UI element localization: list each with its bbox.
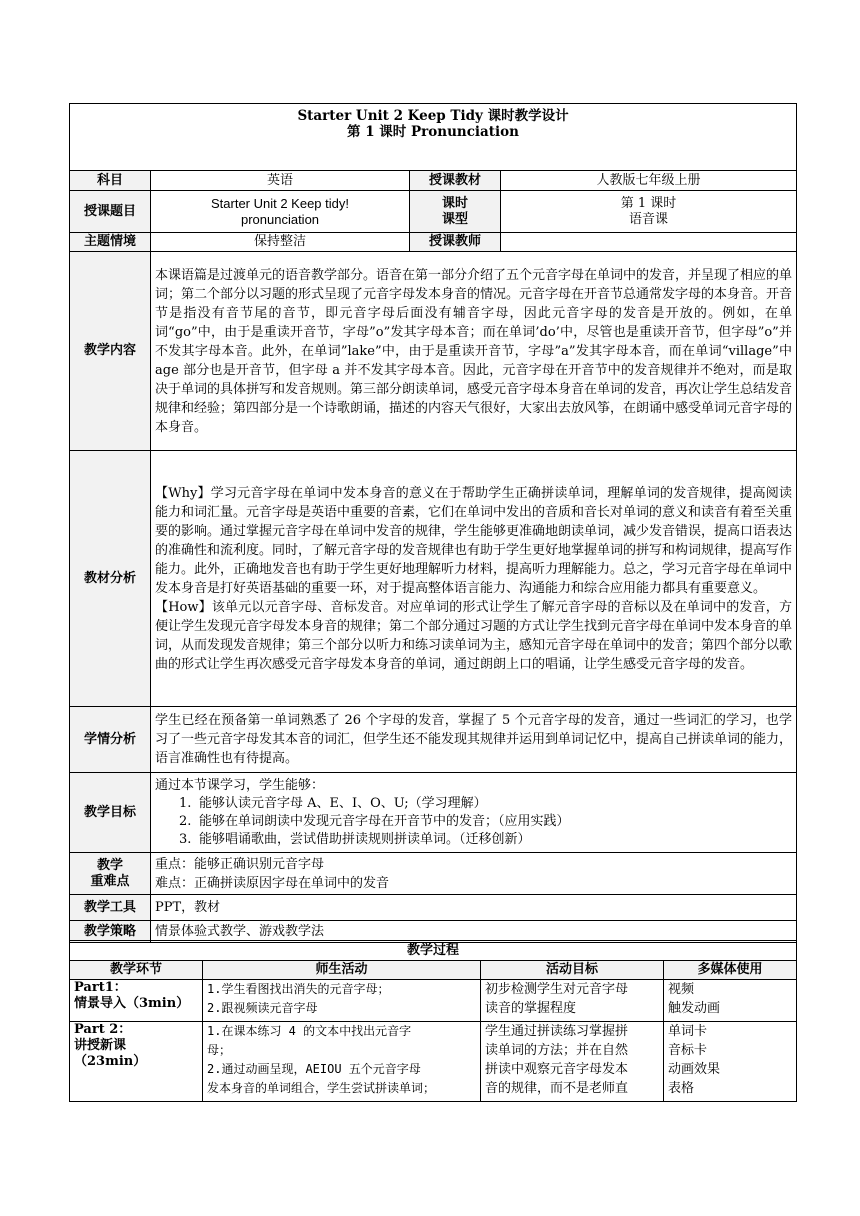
topic-value-line-2: pronunciation xyxy=(240,211,320,227)
topic-label: 授课题目 xyxy=(70,191,151,233)
stage-cell: Part1： 情景导入（3min） xyxy=(70,980,203,1022)
activity-cell: 1.学生看图找出消失的元音字母； 2.跟视频读元音字母 xyxy=(203,980,481,1022)
learners-label: 学情分析 xyxy=(70,707,151,773)
process-header-stage: 教学环节 xyxy=(70,961,203,980)
content-label: 教学内容 xyxy=(70,252,151,451)
topic-value xyxy=(151,191,410,233)
why-tag: 【Why】 xyxy=(155,485,211,501)
strategy-value: 情景体验式教学、游戏教学法 xyxy=(151,921,797,943)
process-table xyxy=(69,940,797,1102)
objective-item: 1. 能够认读元音字母 A、E、I、O、U;（学习理解） xyxy=(179,796,487,811)
teacher-label: 授课教师 xyxy=(410,233,501,252)
objectives-label: 教学目标 xyxy=(70,773,151,853)
theme-value: 保持整洁 xyxy=(151,233,410,252)
textbook-label: 授课教材 xyxy=(410,171,501,191)
analysis-text xyxy=(151,451,797,707)
analysis-label: 教材分析 xyxy=(70,451,151,707)
key-point: 重点：能够正确识别元音字母 xyxy=(155,856,325,872)
lesson-plan-table xyxy=(69,103,797,943)
content-text: 本课语篇是过渡单元的语音教学部分。语音在第一部分介绍了五个元音字母在单词中的发音，并呈现了相应的单词；第二个部分以习题的形式呈现了元音字母发本身音的情况。元音字母在开音节总通常发字母的本身音。开音节是指没有音节尾的音节，即元音字母后面没有辅音字母，因此元音字母的发音是开放的。例如，在单词“go”中，由于是重读开音节，字母”o”发其字母本音；而在单词’do’中，尽管也是重读开音节，但字母”o”并不发其字母本音。此外，在单词”lake”中，由于是重读开音节，字母”a”发其字母本音，而在单词“village”中 age 部分也是开音节，但字母 a 并不发其字母本音。因此，元音字母在开音节中的发音规律并不绝对，而是取决于单词的具体拼写和发音规则。第三部分朗读单词，感受元音字母本身音在单词的发音，再次让学生总结发音规律和经验；第四部分是一个诗歌朗诵，描述的内容天气很好，大家出去放风筝，在朗诵中感受单词元音字母的本身音。 xyxy=(151,252,797,451)
subject-label: 科目 xyxy=(70,171,151,191)
keypoints-label: 教学 重难点 xyxy=(70,853,151,895)
process-row xyxy=(70,980,797,1022)
period-value: 第 1 课时 xyxy=(620,195,677,211)
subject-value: 英语 xyxy=(151,171,410,191)
difficult-point: 难点：正确拼读原因字母在单词中的发音 xyxy=(155,875,390,891)
objective-item: 2. 能够在单词朗读中发现元音字母在开音节中的发音；（应用实践） xyxy=(179,814,570,829)
type-value: 语音课 xyxy=(629,211,669,227)
media-cell: 视频 触发动画 xyxy=(664,980,797,1022)
process-header-goal: 活动目标 xyxy=(481,961,664,980)
objective-item: 3. 能够唱诵歌曲，尝试借助拼读规则拼读单词。（迁移创新） xyxy=(179,832,531,847)
how-tag: 【How】 xyxy=(155,599,212,615)
tools-label: 教学工具 xyxy=(70,895,151,921)
process-header-activity: 师生活动 xyxy=(203,961,481,980)
goal-cell: 初步检测学生对元音字母 读音的掌握程度 xyxy=(481,980,664,1022)
objectives-list xyxy=(155,795,792,849)
period-label: 课时 xyxy=(441,195,468,211)
why-text: 学习元音字母在单词中发本身音的意义在于帮助学生正确拼读单词，理解单词的发音规律，提高阅读能力和词汇量。元音字母是英语中重要的音素，它们在单词中发出的音质和音长对单词的意义和读音有着至关重要的影响。通过掌握元音字母在单词中发音的规律，学生能够更准确地朗读单词，减少发音错误，提高口语表达的准确性和流利度。同时，了解元音字母的发音规律也有助于学生更好地掌握单词的拼写和构词规律，提高写作能力。此外，正确地发音也有助于学生更好地理解听力材料，提高听力理解能力。总之，学习元音字母在单词中发本身音是打好英语基础的重要一环，对于提高整体语言能力、沟通能力和综合应用能力都具有重要意义。 xyxy=(155,485,793,596)
textbook-value: 人教版七年级上册 xyxy=(501,171,797,191)
topic-value-line-1: Starter Unit 2 Keep tidy! xyxy=(210,195,349,211)
goal-cell: 学生通过拼读练习掌握拼 读单词的方法；并在自然 拼读中观察元音字母发本 音的规律，而不是老师直 xyxy=(481,1022,664,1102)
process-row xyxy=(70,1022,797,1102)
document-title xyxy=(70,104,797,171)
activity-cell: 1.在课本练习 4 的文本中找出元音字 母； 2.通过动画呈现，AEIOU 五个元音字母 发本身音的单词组合，学生尝试拼读单词； xyxy=(203,1022,481,1102)
period-type-value xyxy=(501,191,797,233)
period-type-label xyxy=(410,191,501,233)
type-label: 课型 xyxy=(441,211,468,227)
process-header-media: 多媒体使用 xyxy=(664,961,797,980)
keypoints-text xyxy=(151,853,797,895)
tools-value: PPT，教材 xyxy=(151,895,797,921)
how-paragraph xyxy=(155,598,792,674)
how-text: 该单元以元音字母、音标发音。对应单词的形式让学生了解元音字母的音标以及在单词中的发音，方便让学生发现元音字母发本身音的规律；第二个部分通过习题的方式让学生找到元音字母在单词中发本身音的单词，从而发现发音规律；第三个部分以听力和练习读单词为主，感知元音字母在单词中的发音；第四个部分以歌曲的形式让学生再次感受元音字母发本身音的单词，通过朗朗上口的唱诵，让学生感受元音字母的发音。 xyxy=(155,599,793,672)
strategy-label: 教学策略 xyxy=(70,921,151,943)
title-line-1: Starter Unit 2 Keep Tidy 课时教学设计 xyxy=(297,108,569,124)
stage-cell: Part 2： 讲授新课 （23min） xyxy=(70,1022,203,1102)
process-title: 教学过程 xyxy=(70,941,797,961)
theme-label: 主题情境 xyxy=(70,233,151,252)
objectives-intro: 通过本节课学习，学生能够： xyxy=(155,778,325,793)
media-cell: 单词卡 音标卡 动画效果 表格 xyxy=(664,1022,797,1102)
teacher-value xyxy=(501,233,797,252)
learners-text: 学生已经在预备第一单词熟悉了 26 个字母的发音，掌握了 5 个元音字母的发音，通过一些词汇的学习，也学习了一些元音字母发其本音的词汇，但学生还不能发现其规律并运用到单词记忆中，提高自己拼读单词的能力，语言准确性也有待提高。 xyxy=(151,707,797,773)
why-paragraph xyxy=(155,484,792,598)
objectives-cell xyxy=(151,773,797,853)
title-line-2: 第 1 课时 Pronunciation xyxy=(347,124,519,140)
